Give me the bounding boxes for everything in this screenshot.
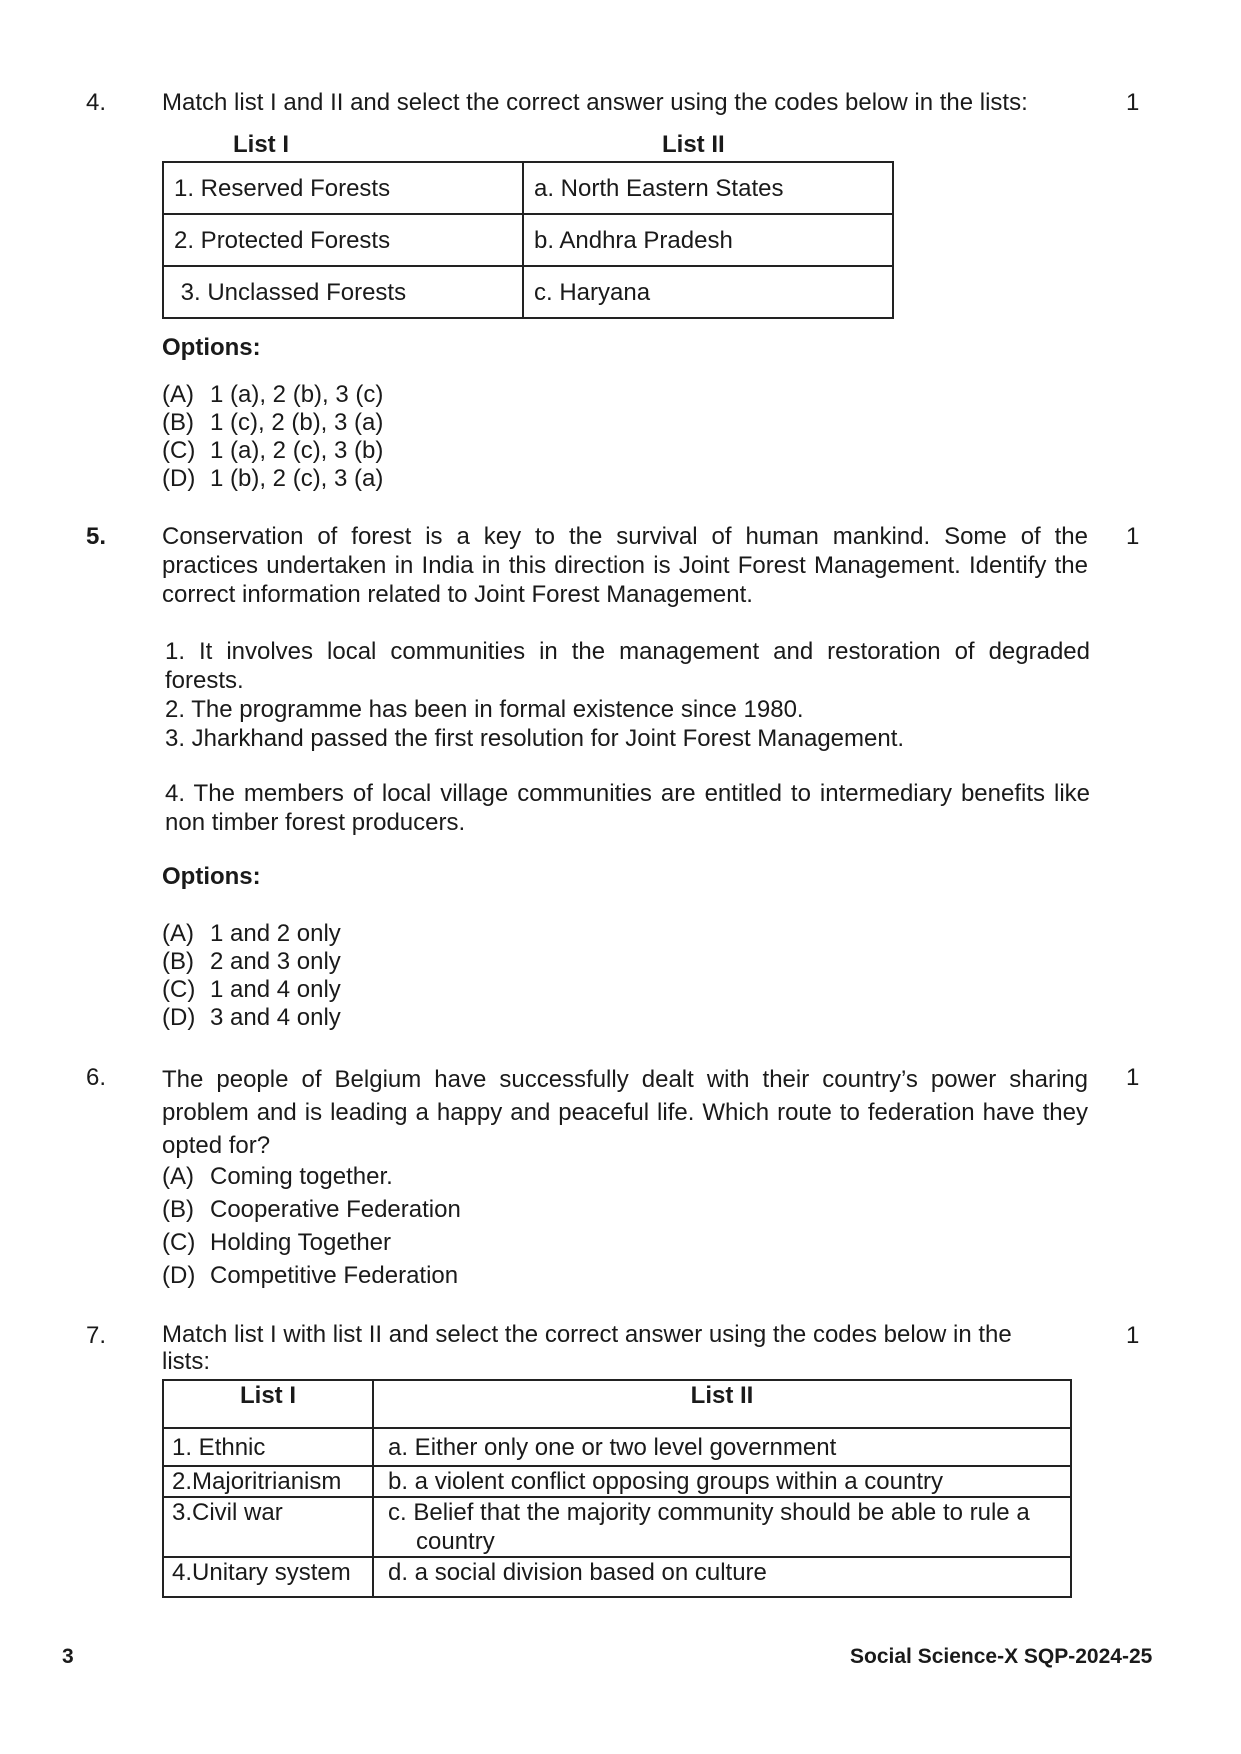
option-text: 1 (b), 2 (c), 3 (a): [210, 465, 384, 492]
statement-list: [165, 779, 1090, 837]
table-row: [163, 162, 893, 214]
option-letter: (D): [162, 465, 196, 492]
list-ii-cell: a. Either only one or two level government: [373, 1428, 1071, 1466]
option-letter: (B): [162, 409, 194, 436]
table-row: [163, 1557, 1071, 1597]
option-text: 1 (c), 2 (b), 3 (a): [210, 409, 384, 436]
option-text: 1 (a), 2 (c), 3 (b): [210, 437, 384, 464]
list-ii-cell: d. a social division based on culture: [373, 1557, 1071, 1597]
option-d: [162, 1003, 341, 1031]
option-letter: (A): [162, 381, 194, 408]
table-header-row: [163, 1380, 1071, 1428]
list-i-heading: List I: [233, 131, 290, 158]
statement-1-continuation: forests.: [165, 667, 244, 694]
table-row: [163, 214, 893, 266]
statement-3: 3. Jharkhand passed the first resolution for Joint Forest Management.: [165, 725, 905, 752]
option-text: 3 and 4 only: [210, 1004, 341, 1031]
statement-1: 1. It involves local communities in the management and restoration of degraded: [165, 638, 1090, 665]
list-ii-cell: c. Haryana: [523, 266, 893, 318]
options-list: [162, 919, 341, 1031]
option-text: 2 and 3 only: [210, 948, 341, 975]
paper-title: Social Science-X SQP-2024-25: [850, 1645, 1153, 1668]
list-ii-cell: a. North Eastern States: [523, 162, 893, 214]
list-ii-cell: b. Andhra Pradesh: [523, 214, 893, 266]
option-d: [162, 464, 383, 492]
list-ii-heading: List II: [373, 1380, 1071, 1428]
options-label: Options:: [162, 334, 261, 361]
list-ii-cell: [373, 1497, 1071, 1557]
option-letter: (C): [162, 976, 196, 1003]
option-letter: (B): [162, 948, 194, 975]
statement-4-continuation: non timber forest producers.: [165, 809, 466, 836]
question-number: 6.: [86, 1064, 107, 1091]
option-text: 1 and 4 only: [210, 976, 341, 1003]
table-row: [163, 1466, 1071, 1497]
match-table: [162, 1379, 1072, 1598]
marks: 1: [1126, 1322, 1140, 1349]
list-i-cell: 1. Reserved Forests: [163, 162, 523, 214]
list-ii-text: c. Belief that the majority community should be able to rule a: [388, 1499, 1030, 1526]
options-list: [162, 1162, 461, 1294]
list-i-heading: List I: [163, 1380, 373, 1428]
marks: 1: [1126, 89, 1140, 116]
option-b: [162, 408, 383, 436]
question-text: Match list I with list II and select the correct answer using the codes below in the lists:: [162, 1321, 1012, 1375]
list-i-cell: 3. Unclassed Forests: [163, 266, 523, 318]
table-row: [163, 1497, 1071, 1557]
option-text: Cooperative Federation: [210, 1196, 461, 1223]
list-i-cell: 2. Protected Forests: [163, 214, 523, 266]
option-letter: (A): [162, 920, 194, 947]
options-list: [162, 380, 383, 492]
option-c: [162, 975, 341, 1003]
option-letter: (D): [162, 1262, 196, 1289]
question-text: Conservation of forest is a key to the survival of human mankind. Some of the practices undertaken in India in this direction is Joint Forest Management. Identify the correct information related to Joint Forest Management.: [162, 523, 1088, 608]
option-c: [162, 436, 383, 464]
statement-list: [165, 637, 1090, 753]
statement-2: 2. The programme has been in formal existence since 1980.: [165, 696, 804, 723]
option-b: [162, 947, 341, 975]
option-b: [162, 1195, 461, 1228]
option-text: Competitive Federation: [210, 1262, 459, 1289]
table-row: [163, 266, 893, 318]
marks: 1: [1126, 523, 1140, 550]
list-ii-heading: List II: [662, 131, 725, 158]
match-table: [162, 161, 894, 319]
option-letter: (B): [162, 1196, 194, 1223]
question-number: 5.: [86, 523, 107, 550]
marks: 1: [1126, 1064, 1140, 1091]
option-a: [162, 380, 383, 408]
option-text: Holding Together: [210, 1229, 392, 1256]
option-letter: (C): [162, 437, 196, 464]
statement-4: 4. The members of local village communities are entitled to intermediary benefits like: [165, 780, 1090, 807]
option-text: Coming together.: [210, 1163, 393, 1190]
option-a: [162, 1162, 461, 1195]
option-letter: (A): [162, 1163, 194, 1190]
option-c: [162, 1228, 461, 1261]
question-text: The people of Belgium have successfully dealt with their country’s power sharing problem and is leading a happy and peaceful life. Which route to federation have they opted for?: [162, 1066, 1088, 1159]
list-ii-cell: b. a violent conflict opposing groups within a country: [373, 1466, 1071, 1497]
option-letter: (D): [162, 1004, 196, 1031]
list-i-cell: 1. Ethnic: [163, 1428, 373, 1466]
list-i-cell: 2.Majoritrianism: [163, 1466, 373, 1497]
option-letter: (C): [162, 1229, 196, 1256]
option-text: 1 and 2 only: [210, 920, 341, 947]
list-ii-text-continuation: country: [416, 1528, 495, 1555]
question-number: 4.: [86, 89, 107, 116]
option-a: [162, 919, 341, 947]
list-i-cell: 3.Civil war: [163, 1497, 373, 1557]
page-number: 3: [62, 1645, 74, 1668]
question-text: Match list I and II and select the correct answer using the codes below in the lists:: [162, 89, 1028, 116]
option-d: [162, 1261, 461, 1294]
options-label: Options:: [162, 863, 261, 890]
question-number: 7.: [86, 1322, 107, 1349]
list-i-cell: 4.Unitary system: [163, 1557, 373, 1597]
option-text: 1 (a), 2 (b), 3 (c): [210, 381, 384, 408]
table-row: [163, 1428, 1071, 1466]
